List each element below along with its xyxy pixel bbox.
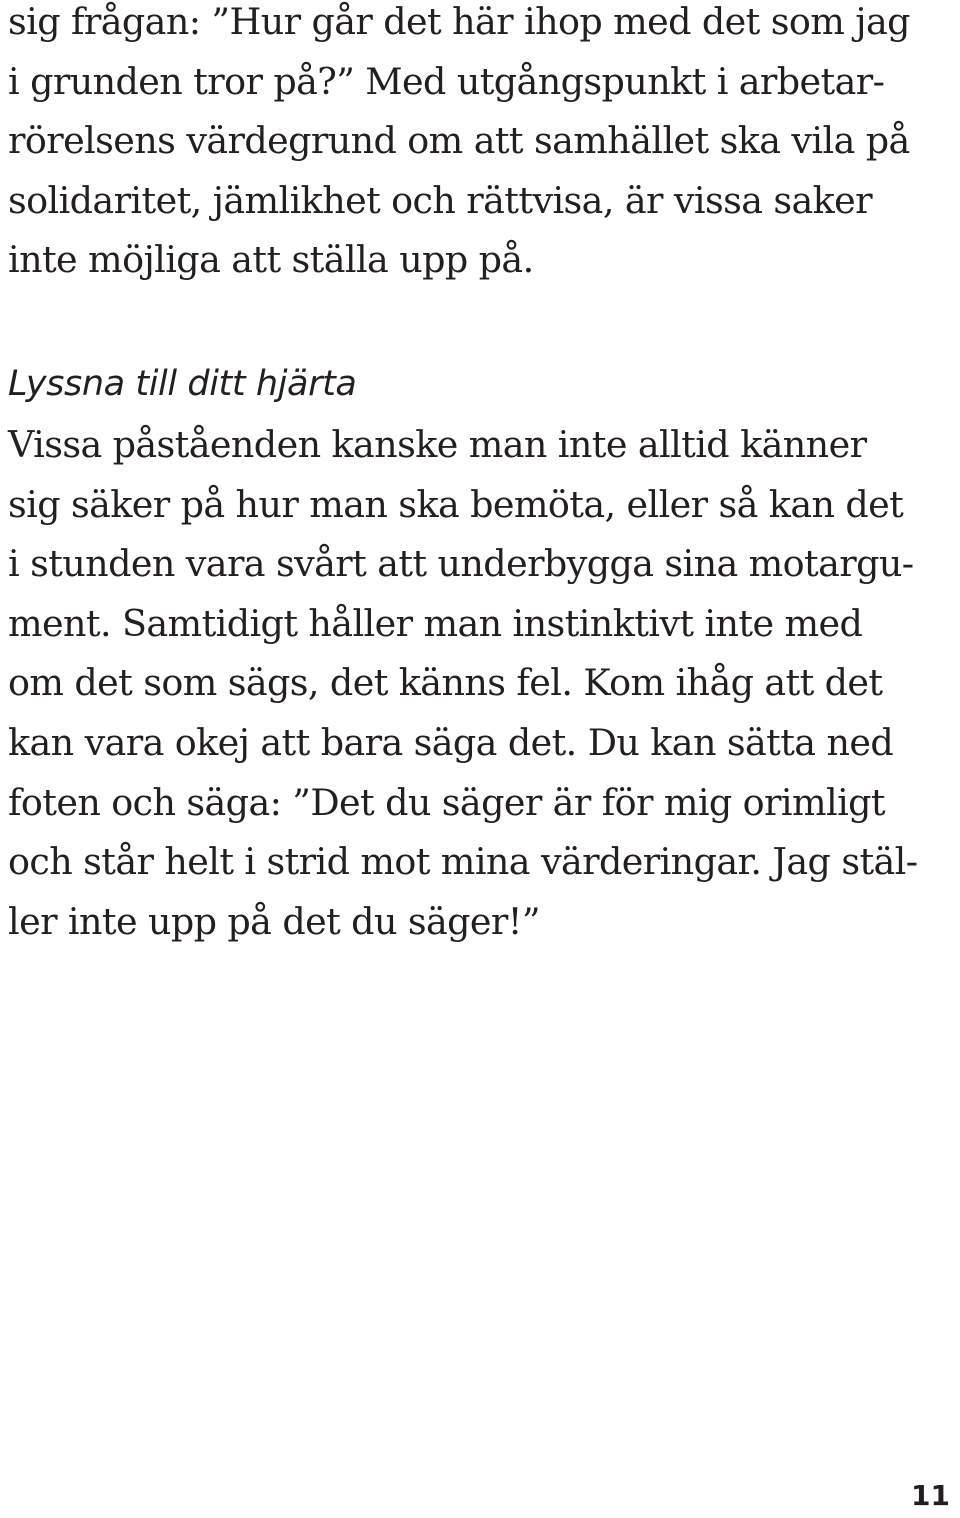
paragraph-body — [8, 415, 917, 951]
text-line: Vissa påståenden kanske man inte alltid känner — [8, 423, 867, 466]
paragraph-intro — [8, 0, 910, 290]
section-heading: Lyssna till ditt hjärta — [8, 364, 357, 404]
text-line: foten och säga: ”Det du säger är för mig orimligt — [8, 780, 885, 824]
text-line: solidaritet, jämlikhet och rättvisa, är vissa saker — [8, 178, 873, 222]
text-line: ler inte upp på det du säger!” — [8, 899, 540, 943]
text-line: inte möjliga att ställa upp på. — [8, 238, 534, 282]
text-line: om det som sägs, det känns fel. Kom ihåg att det — [8, 661, 883, 705]
page-number: 11 — [911, 1479, 950, 1512]
text-line: och står helt i strid mot mina värderingar. Jag stäl- — [8, 840, 918, 884]
text-line: i grunden tror på?” Med utgångspunkt i arbetar- — [8, 59, 885, 103]
text-line: i stunden vara svårt att underbygga sina motargu- — [8, 542, 914, 586]
text-line: kan vara okej att bara säga det. Du kan sätta ned — [8, 720, 894, 764]
text-line: sig säker på hur man ska bemöta, eller så kan det — [8, 482, 904, 526]
text-line: ment. Samtidigt håller man instinktivt inte med — [8, 601, 863, 645]
text-line: rörelsens värdegrund om att samhället ska vila på — [8, 119, 910, 163]
text-line: sig frågan: ”Hur går det här ihop med det som jag — [8, 0, 910, 43]
